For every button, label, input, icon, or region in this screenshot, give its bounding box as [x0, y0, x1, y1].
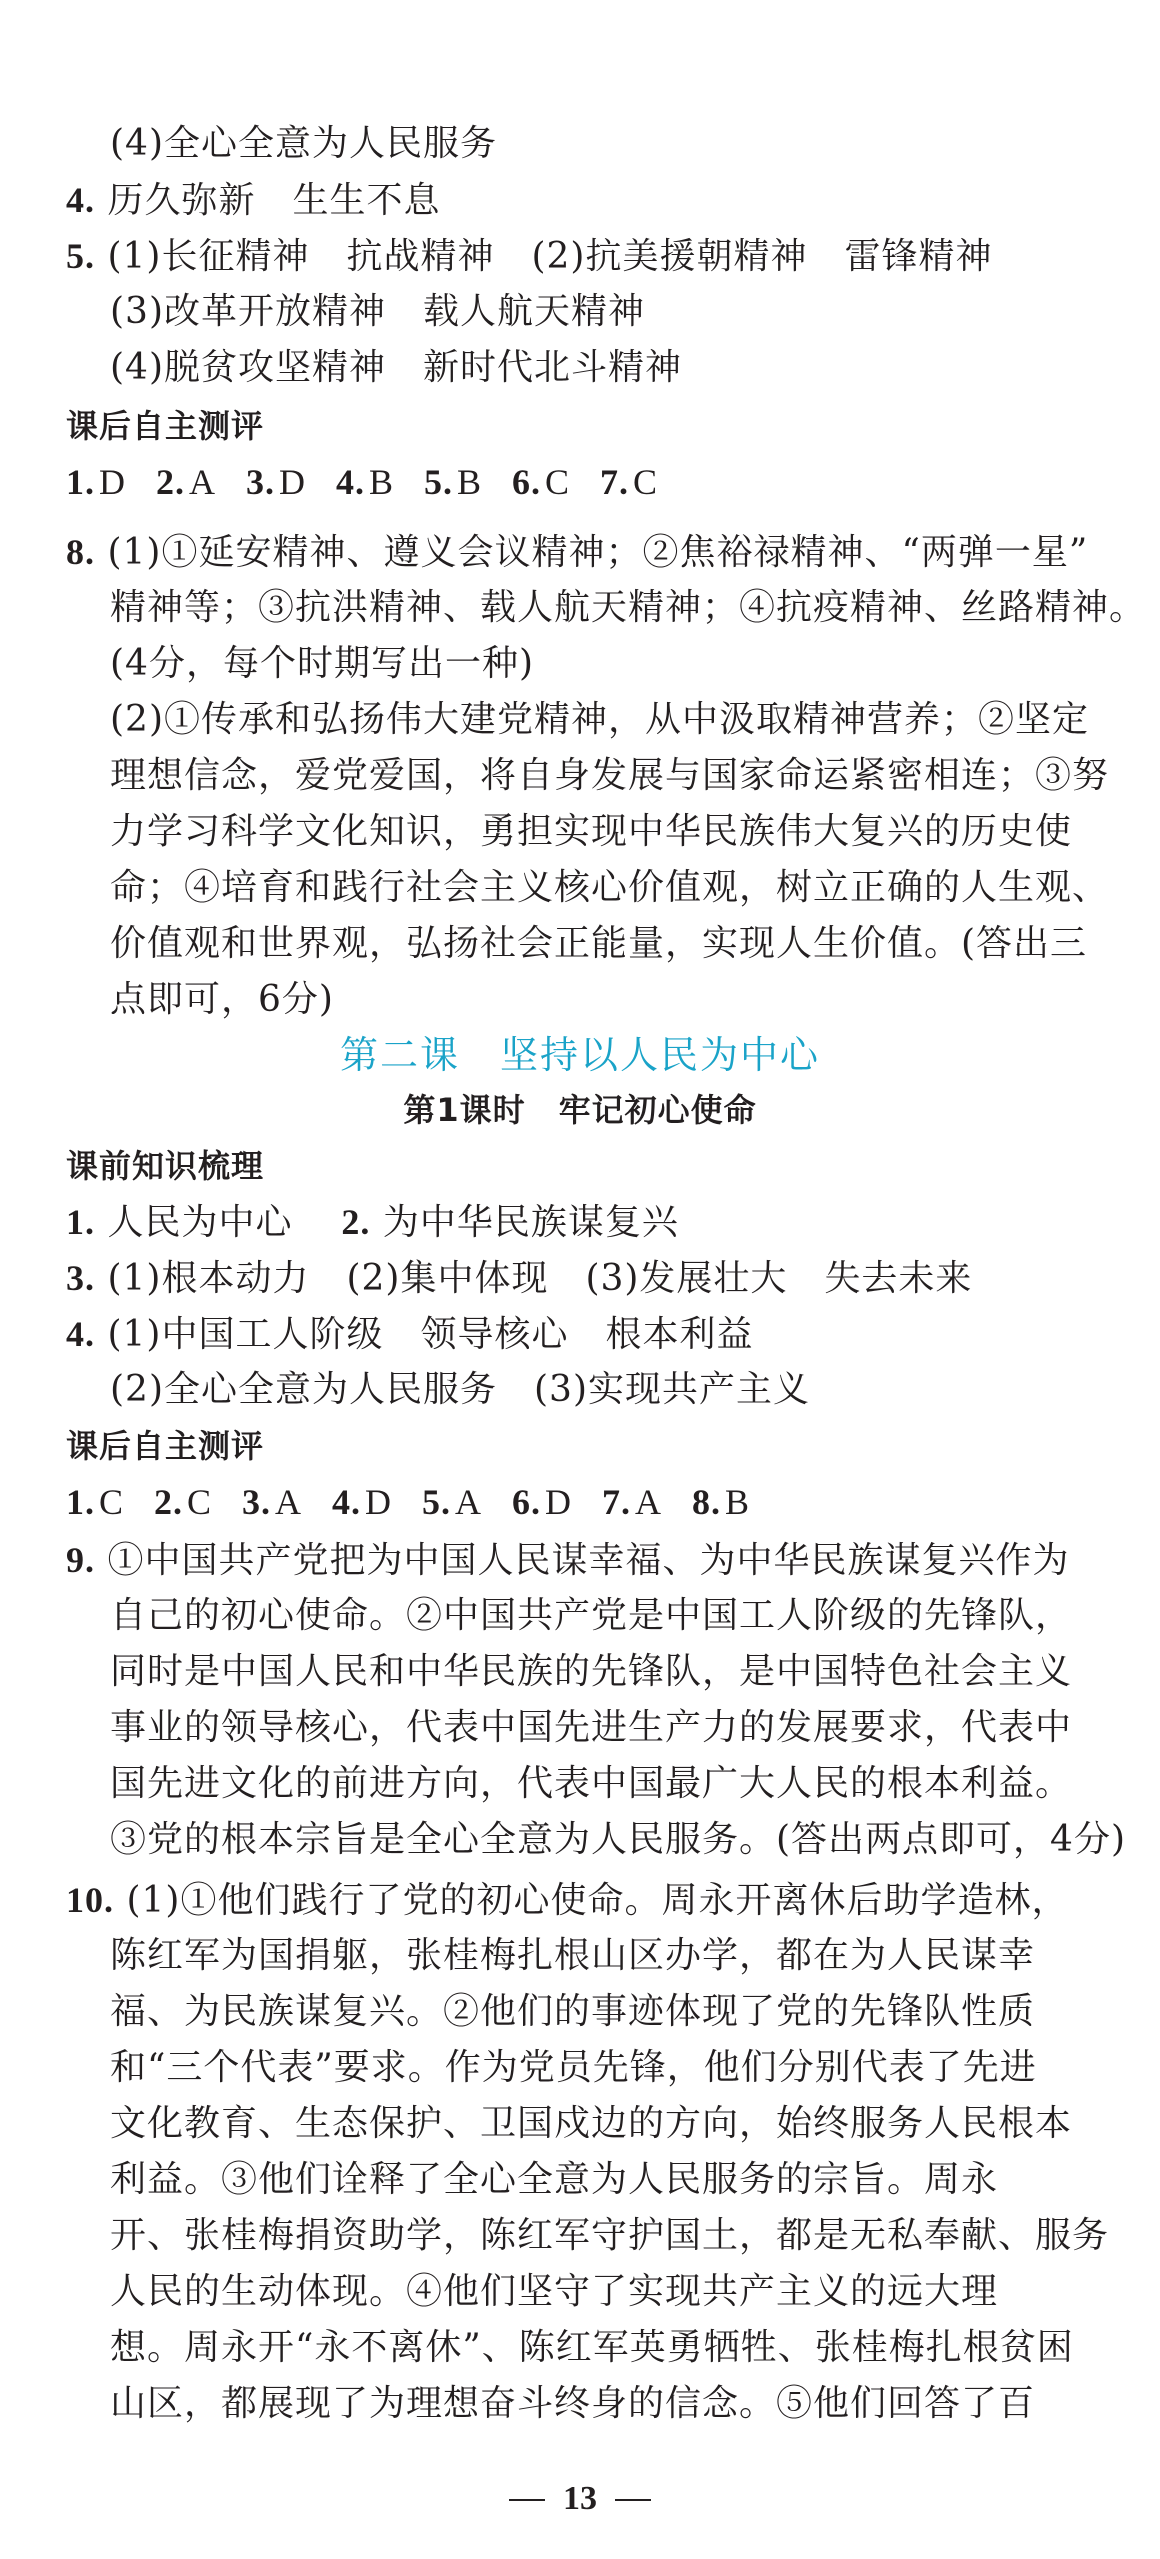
mc-answer-item	[66, 1482, 124, 1523]
mc-answer-item	[422, 1482, 482, 1523]
answer-choice: A	[189, 462, 216, 502]
mc-answer-item	[246, 462, 306, 503]
question-number: 1.	[66, 462, 95, 502]
answer-line: 和“三个代表”要求。作为党员先锋，他们分别代表了先进	[110, 2047, 1037, 2088]
question-number: 4.	[336, 462, 365, 502]
answer-text: 历久弥新 生生不息	[107, 180, 441, 221]
question-number: 5.	[424, 462, 454, 502]
page-number	[0, 2476, 1160, 2521]
mc-answer-item	[692, 1482, 750, 1523]
answer-line: 自己的初心使命。②中国共产党是中国工人阶级的先锋队，	[110, 1595, 1073, 1636]
question-number: 3.	[66, 1258, 95, 1298]
lesson-subtitle: 第1课时 牢记初心使命	[403, 1091, 757, 1129]
section-heading: 课后自主测评	[66, 1427, 265, 1465]
answer-choice: A	[635, 1482, 663, 1522]
question-number: 4.	[66, 1314, 95, 1354]
answer-choice: A	[275, 1482, 303, 1522]
answer-line: 同时是中国人民和中华民族的先锋队，是中国特色社会主义	[110, 1651, 1073, 1692]
answer-line: (2)全心全意为人民服务 (3)实现共产主义	[110, 1369, 810, 1410]
answer-text: (1)①延安精神、遵义会议精神；②焦裕禄精神、“两弹一星”	[107, 532, 1089, 573]
question-number: 2.	[156, 462, 185, 502]
answer-text: (1)①他们践行了党的初心使命。周永开离休后助学造林，	[126, 1880, 1069, 1921]
answer-q5	[66, 232, 992, 281]
answer-line: 陈红军为国捐躯，张桂梅扎根山区办学，都在为人民谋幸	[110, 1935, 1036, 1976]
answer-line: 想。周永开“永不离休”、陈红军英勇牺牲、张桂梅扎根贫困	[110, 2327, 1074, 2368]
mc-answers	[66, 1478, 780, 1527]
answer-line: 力学习科学文化知识，勇担实现中华民族伟大复兴的历史使	[110, 811, 1073, 852]
answer-line: 人民的生动体现。④他们坚守了实现共产主义的远大理	[110, 2271, 999, 2312]
answer-text: (1)长征精神 抗战精神 (2)抗美援朝精神 雷锋精神	[107, 236, 993, 277]
question-number: 2.	[341, 1202, 371, 1242]
lesson-title: 第二课 坚持以人民为中心	[339, 1033, 820, 1077]
question-number: 1.	[66, 1202, 95, 1242]
answer-line: 理想信念，爱党爱国，将自身发展与国家命运紧密相连；③努	[110, 755, 1110, 796]
question-number: 9.	[66, 1540, 95, 1580]
question-number: 7.	[600, 462, 630, 502]
answer-line: (4)全心全意为人民服务	[110, 123, 497, 164]
answer-choice: C	[545, 462, 571, 502]
answer-line: (4)脱贫攻坚精神 新时代北斗精神	[110, 347, 682, 388]
page-number-dash	[509, 2499, 545, 2501]
section-heading: 课前知识梳理	[66, 1147, 265, 1185]
question-number: 2.	[154, 1482, 184, 1522]
answer-choice: D	[365, 1482, 393, 1522]
answer-q4	[66, 176, 440, 225]
mc-answer-item	[424, 462, 482, 503]
question-number: 1.	[66, 1482, 95, 1522]
answer-choice: C	[99, 1482, 125, 1522]
answer-choice: D	[99, 462, 126, 502]
answer-line: ③党的根本宗旨是全心全意为人民服务。(答出两点即可，4分)	[110, 1819, 1126, 1860]
answer-choice: C	[633, 462, 659, 502]
answer-line: 国先进文化的前进方向，代表中国最广大人民的根本利益。	[110, 1763, 1073, 1804]
answer-choice: C	[187, 1482, 213, 1522]
answer-choice: B	[369, 462, 395, 502]
mc-answer-item	[512, 462, 570, 503]
question-number: 10.	[66, 1880, 114, 1920]
answer-line: 福、为民族谋复兴。②他们的事迹体现了党的先锋队性质	[110, 1991, 1036, 2032]
answer-line: 山区，都展现了为理想奋斗终身的信念。⑤他们回答了百	[110, 2383, 1036, 2424]
answer-line: 精神等；③抗洪精神、载人航天精神；④抗疫精神、丝路精神。	[110, 587, 1147, 628]
mc-answer-item	[332, 1482, 392, 1523]
mc-answer-item	[602, 1482, 662, 1523]
answer-line: (2)①传承和弘扬伟大建党精神，从中汲取精神营养；②坚定	[110, 699, 1089, 740]
mc-answer-item	[336, 462, 394, 503]
answer-line: 事业的领导核心，代表中国先进生产力的发展要求，代表中	[110, 1707, 1073, 1748]
question-number: 4.	[66, 180, 95, 220]
question-number: 7.	[602, 1482, 632, 1522]
mc-answer-item	[66, 462, 126, 503]
answer-q1	[66, 1198, 679, 1247]
answer-choice: B	[725, 1482, 751, 1522]
mc-answer-item	[512, 1482, 572, 1523]
mc-answers	[66, 458, 688, 507]
mc-answer-item	[600, 462, 658, 503]
question-number: 3.	[242, 1482, 272, 1522]
page-number-value: 13	[563, 2480, 597, 2517]
answer-text: 人民为中心	[107, 1202, 293, 1243]
section-heading: 课后自主测评	[66, 407, 265, 445]
question-number: 8.	[66, 532, 95, 572]
answer-line: 命；④培育和践行社会主义核心价值观，树立正确的人生观、	[110, 867, 1110, 908]
answer-text: 为中华民族谋复兴	[382, 1202, 679, 1243]
question-number: 6.	[512, 1482, 542, 1522]
question-number: 4.	[332, 1482, 362, 1522]
answer-q8	[66, 528, 1088, 577]
page-number-dash	[615, 2499, 651, 2501]
answer-choice: A	[455, 1482, 483, 1522]
answer-text: (1)根本动力 (2)集中体现 (3)发展壮大 失去未来	[107, 1258, 973, 1299]
answer-q10	[66, 1876, 1068, 1925]
answer-line: (3)改革开放精神 载人航天精神	[110, 291, 645, 332]
answer-line: 点即可，6分)	[110, 979, 334, 1020]
answer-choice: D	[279, 462, 306, 502]
question-number: 5.	[66, 236, 95, 276]
answer-line: 开、张桂梅捐资助学，陈红军守护国土，都是无私奉献、服务	[110, 2215, 1110, 2256]
mc-answer-item	[242, 1482, 302, 1523]
answer-choice: B	[457, 462, 483, 502]
mc-answer-item	[154, 1482, 212, 1523]
answer-q4	[66, 1310, 753, 1359]
question-number: 3.	[246, 462, 275, 502]
answer-line: 文化教育、生态保护、卫国戍边的方向，始终服务人民根本	[110, 2103, 1073, 2144]
answer-line: 价值观和世界观，弘扬社会正能量，实现人生价值。(答出三	[110, 923, 1088, 964]
answer-q9	[66, 1536, 1069, 1585]
answer-line: (4分，每个时期写出一种)	[110, 643, 534, 684]
answer-line: 利益。③他们诠释了全心全意为人民服务的宗旨。周永	[110, 2159, 999, 2200]
mc-answer-item	[156, 462, 216, 503]
answer-choice: D	[545, 1482, 573, 1522]
question-number: 8.	[692, 1482, 722, 1522]
answer-q3	[66, 1254, 972, 1303]
question-number: 5.	[422, 1482, 452, 1522]
question-number: 6.	[512, 462, 542, 502]
answer-text: (1)中国工人阶级 领导核心 根本利益	[107, 1314, 754, 1355]
answer-text: ①中国共产党把为中国人民谋幸福、为中华民族谋复兴作为	[107, 1540, 1070, 1581]
